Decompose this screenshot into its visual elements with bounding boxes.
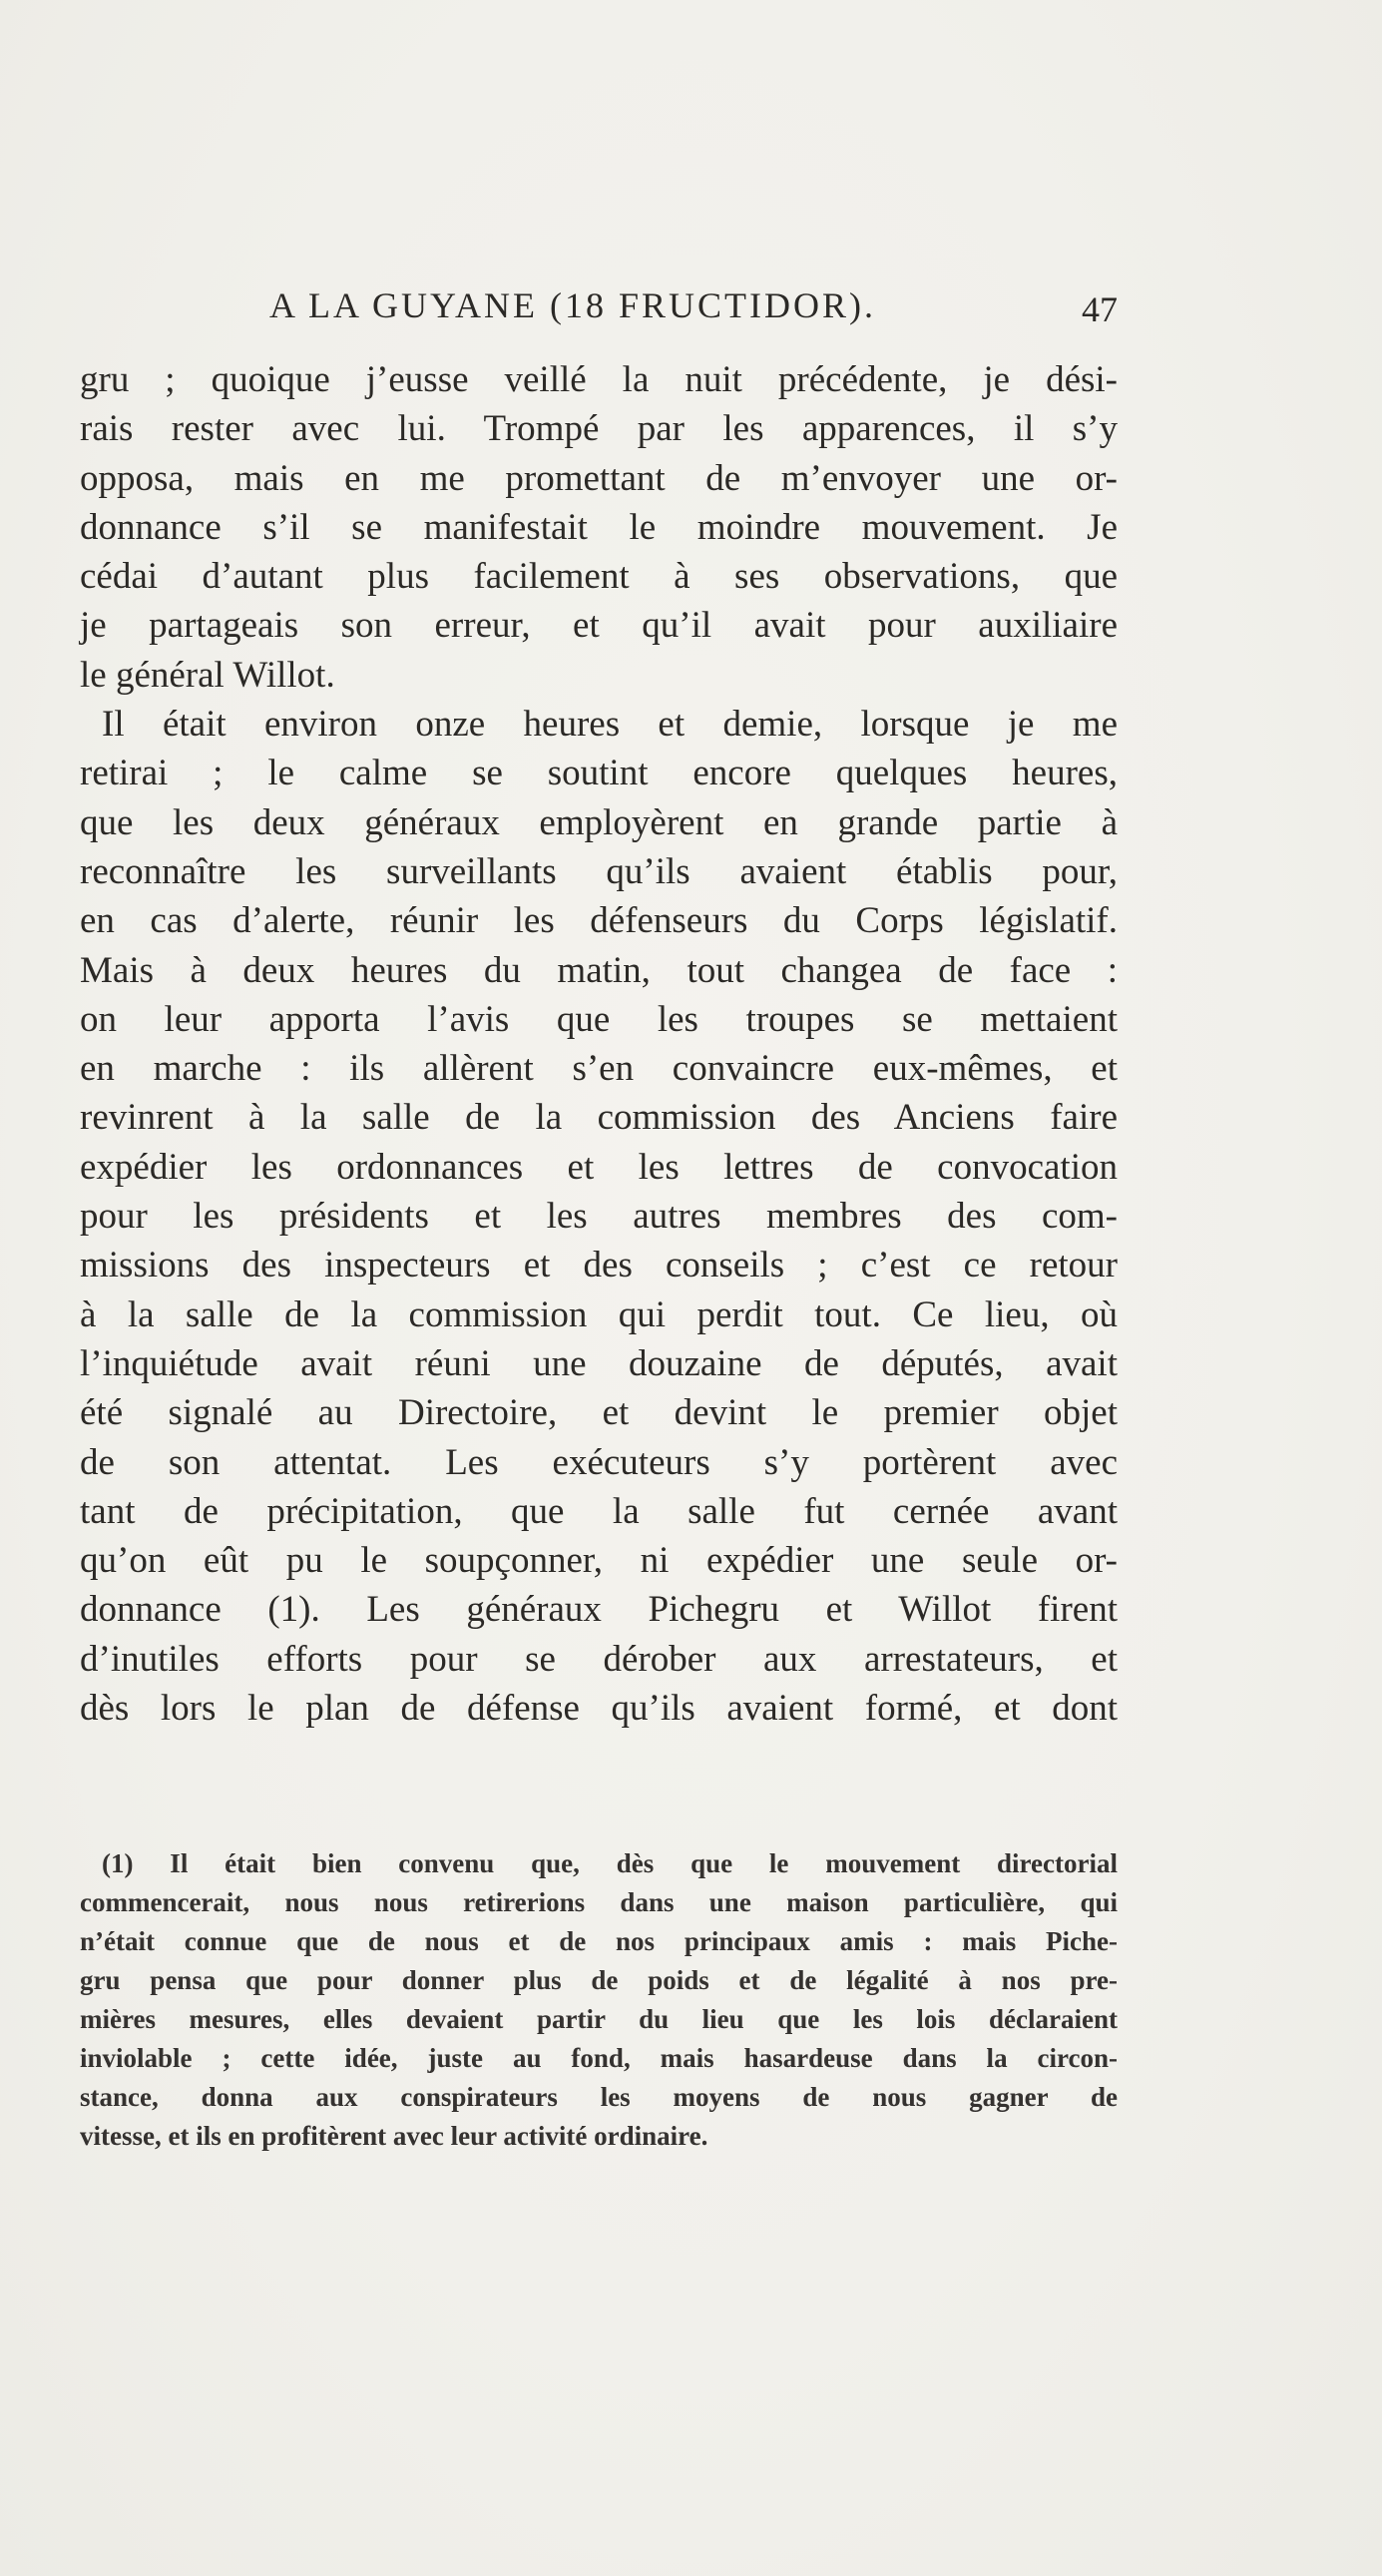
text-line: gru ; quoique j’eusse veillé la nuit précédente, je dési- <box>80 359 1118 400</box>
body-text <box>80 355 1118 1733</box>
page-number: 47 <box>1082 289 1118 329</box>
text-line: été signalé au Directoire, et devint le premier objet <box>80 1392 1118 1434</box>
text-line: en marche : ils allèrent s’en convaincre eux-mêmes, et <box>80 1048 1118 1090</box>
text-line: revinrent à la salle de la commission des Anciens faire <box>80 1097 1118 1139</box>
text-line: reconnaître les surveillants qu’ils avaient établis pour, <box>80 850 1118 892</box>
text-line: tant de précipitation, que la salle fut cernée avant <box>80 1490 1118 1532</box>
running-head: A LA GUYANE (18 FRUCTIDOR). <box>269 285 877 325</box>
text-line: retirai ; le calme se soutint encore quelques heures, <box>80 753 1118 794</box>
text-line: à la salle de la commission qui perdit tout. Ce lieu, où <box>80 1293 1118 1335</box>
text-line: l’inquiétude avait réuni une douzaine de députés, avait <box>80 1342 1118 1384</box>
text-line: de son attentat. Les exécuteurs s’y portèrent avec <box>80 1441 1118 1483</box>
text-line: Il était environ onze heures et demie, lorsque je me <box>102 704 1118 746</box>
text-line: en cas d’alerte, réunir les défenseurs du Corps législatif. <box>80 900 1118 942</box>
text-line: opposa, mais en me promettant de m’envoyer une or- <box>80 457 1118 499</box>
text-line: missions des inspecteurs et des conseils ; c’est ce retour <box>80 1245 1118 1287</box>
text-line: d’inutiles efforts pour se dérober aux arrestateurs, et <box>80 1638 1118 1680</box>
text-line: qu’on eût pu le soupçonner, ni expédier une seule or- <box>80 1540 1118 1582</box>
footnote-line: (1) Il était bien convenu que, dès que le mouvement directorial <box>102 1848 1118 1878</box>
text-line: on leur apporta l’avis que les troupes se mettaient <box>80 998 1118 1040</box>
text-line: Mais à deux heures du matin, tout changea de face : <box>80 949 1118 991</box>
text-line: dès lors le plan de défense qu’ils avaient formé, et dont <box>80 1688 1118 1730</box>
text-line: cédai d’autant plus facilement à ses observations, que <box>80 556 1118 598</box>
page-header <box>80 284 1118 344</box>
footnote-line: n’était connue que de nous et de nos principaux amis : mais Piche- <box>80 1926 1118 1956</box>
text-line: pour les présidents et les autres membres des com- <box>80 1196 1118 1238</box>
text-line: le général Willot. <box>80 654 335 696</box>
text-line: rais rester avec lui. Trompé par les apparences, il s’y <box>80 408 1118 450</box>
text-line: je partageais son erreur, et qu’il avait pour auxiliaire <box>80 605 1118 647</box>
footnote-line: commencerait, nous nous retirerions dans une maison particulière, qui <box>80 1887 1118 1917</box>
footnote-line: vitesse, et ils en profitèrent avec leur activité ordinaire. <box>80 2121 708 2151</box>
text-line: donnance s’il se manifestait le moindre mouvement. Je <box>80 506 1118 548</box>
footnote-line: mières mesures, elles devaient partir du lieu que les lois déclaraient <box>80 2004 1118 2034</box>
footnote-line: inviolable ; cette idée, juste au fond, mais hasardeuse dans la circon- <box>80 2043 1118 2073</box>
footnote <box>80 1844 1118 2156</box>
text-line: que les deux généraux employèrent en grande partie à <box>80 801 1118 843</box>
text-line: donnance (1). Les généraux Pichegru et Willot firent <box>80 1589 1118 1631</box>
text-line: expédier les ordonnances et les lettres de convocation <box>80 1146 1118 1188</box>
footnote-line: gru pensa que pour donner plus de poids et de légalité à nos pre- <box>80 1965 1118 1995</box>
footnote-line: stance, donna aux conspirateurs les moyens de nous gagner de <box>80 2082 1118 2112</box>
